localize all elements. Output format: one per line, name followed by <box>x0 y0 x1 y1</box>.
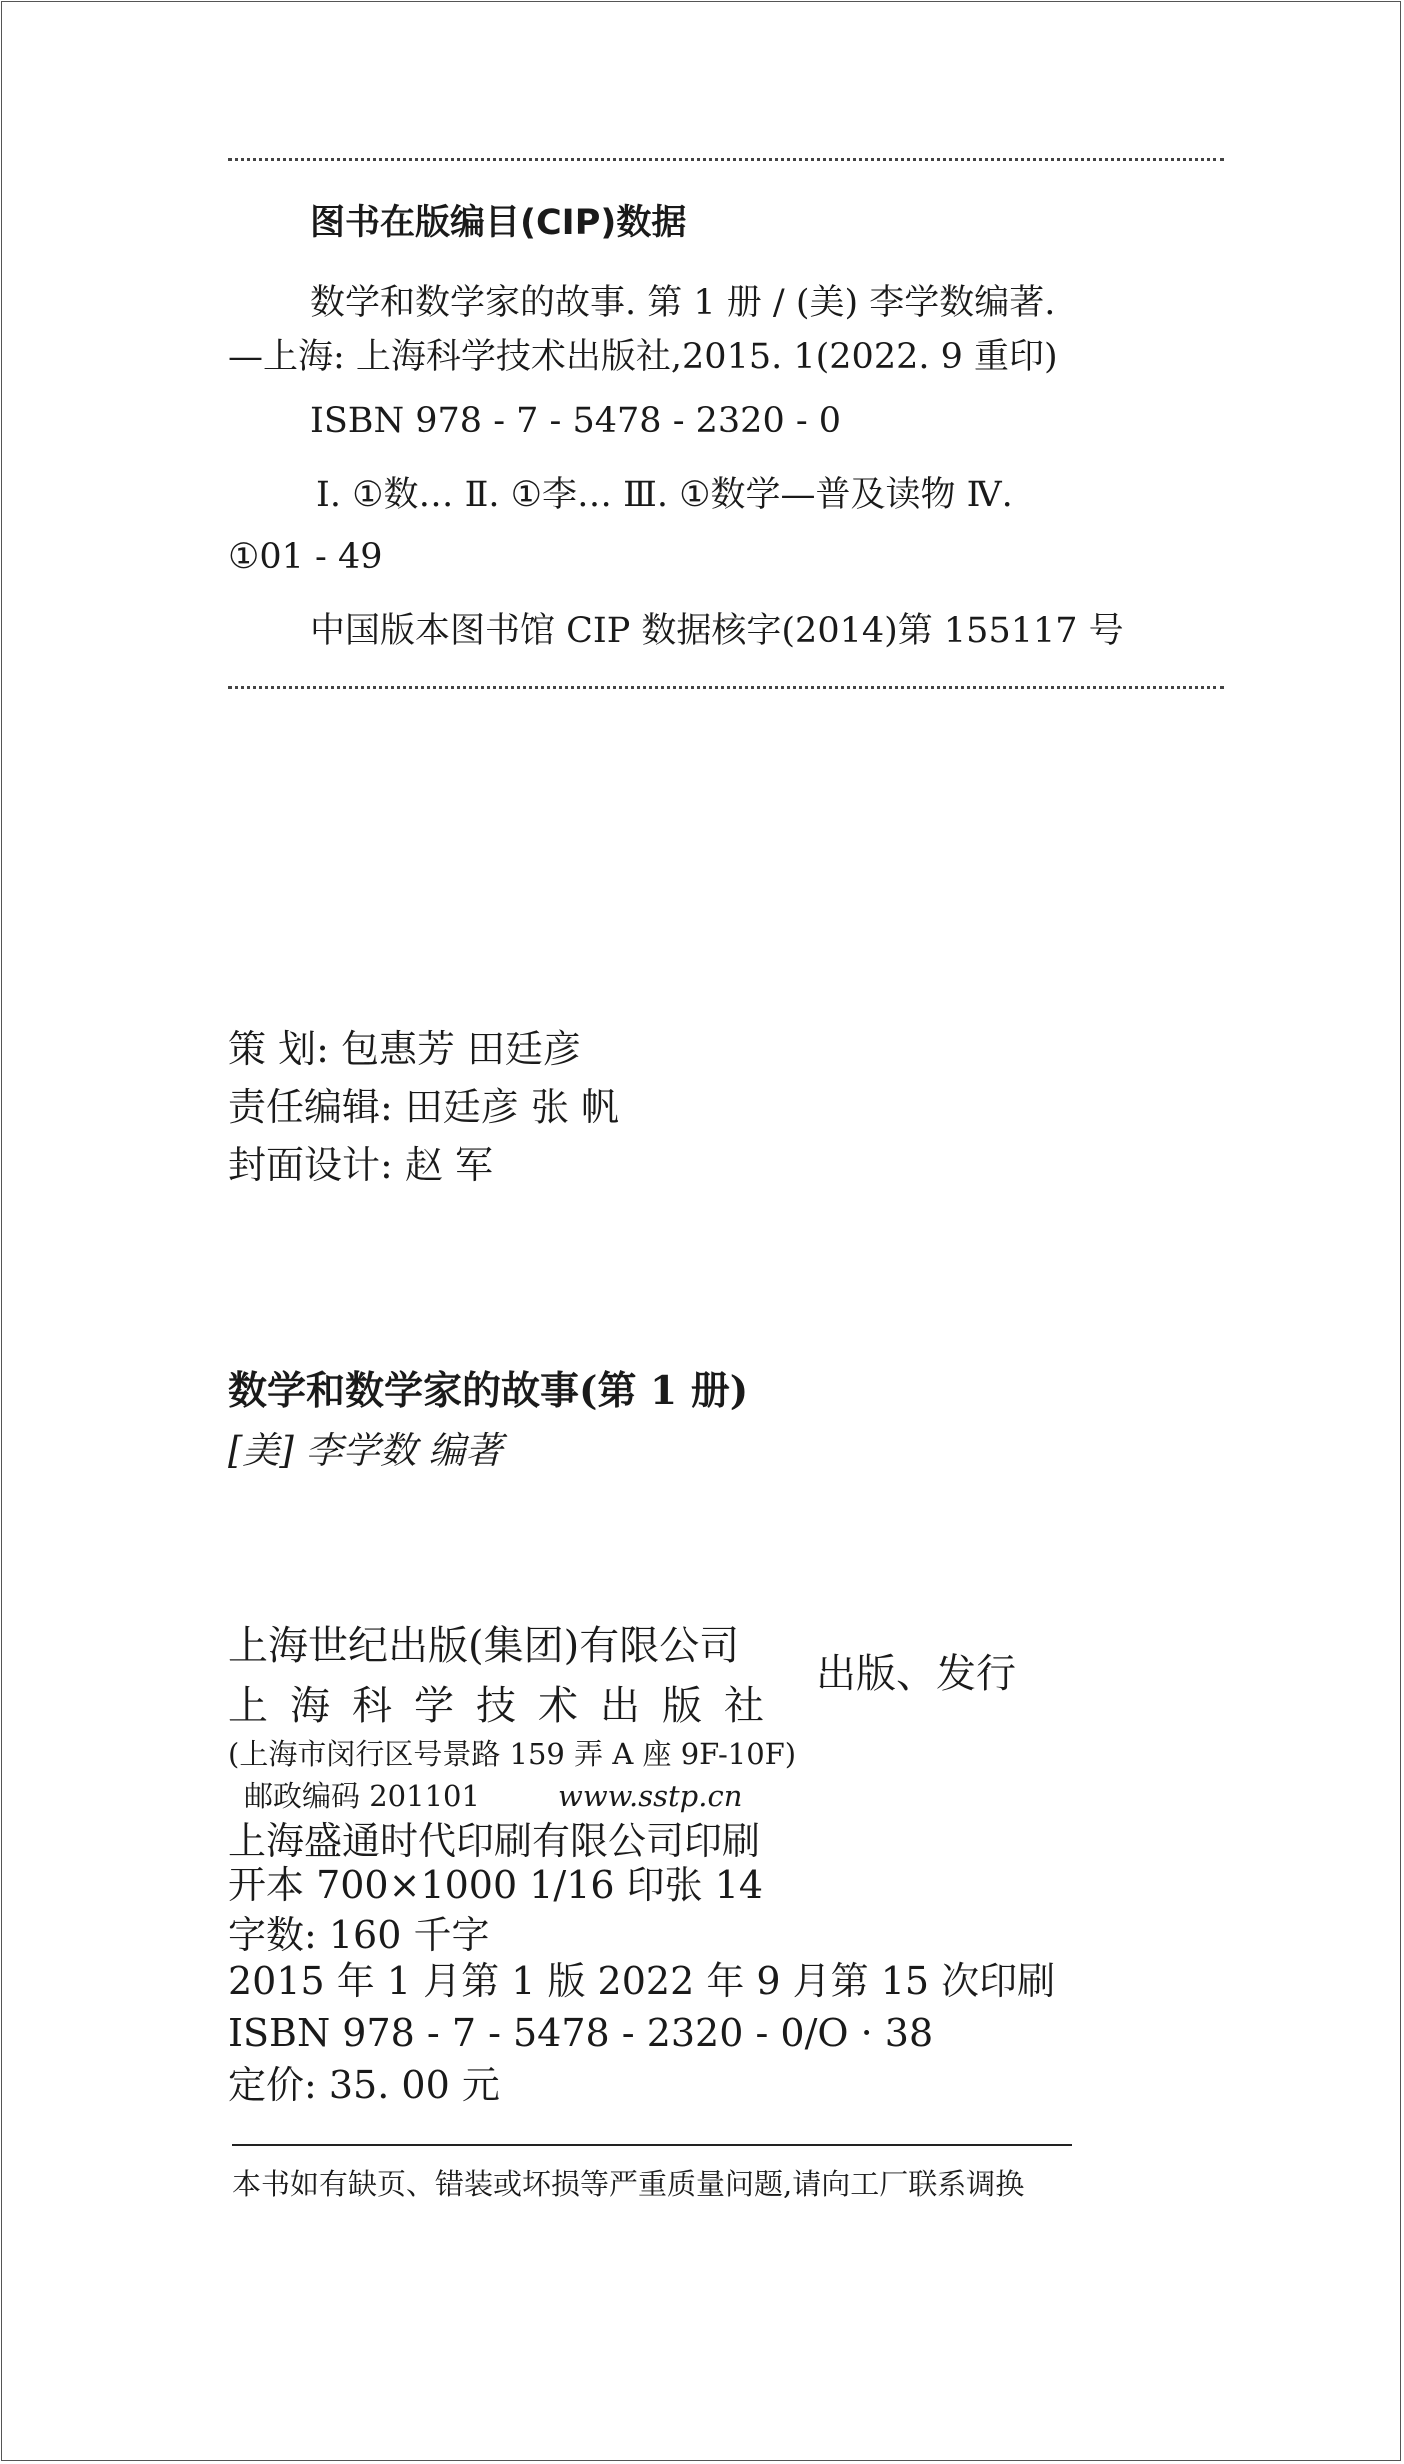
publisher-isbn: ISBN 978 - 7 - 5478 - 2320 - 0/O · 38 <box>228 2011 934 2055</box>
book-format: 开本 700×1000 1/16 印张 14 <box>228 1863 764 1907</box>
cip-isbn: ISBN 978 - 7 - 5478 - 2320 - 0 <box>310 401 842 441</box>
cip-record-number: 中国版本图书馆 CIP 数据核字(2014)第 155117 号 <box>310 611 1124 651</box>
publisher-role: 出版、发行 <box>816 1651 1016 1697</box>
credit-editor: 责任编辑: 田廷彦 张 帆 <box>228 1085 620 1129</box>
cip-publisher-line: —上海: 上海科学技术出版社,2015. 1(2022. 9 重印) <box>228 337 1058 377</box>
word-count: 字数: 160 千字 <box>228 1913 490 1957</box>
price: 定价: 35. 00 元 <box>228 2063 500 2107</box>
cip-classification-cont: ①01 - 49 <box>228 537 383 577</box>
edition-info: 2015 年 1 月第 1 版 2022 年 9 月第 15 次印刷 <box>228 1959 1056 2003</box>
publisher-name: 上海科学技术出版社 <box>228 1683 786 1729</box>
quality-notice: 本书如有缺页、错装或坏损等严重质量问题,请向工厂联系调换 <box>232 2167 1025 2201</box>
printer: 上海盛通时代印刷有限公司印刷 <box>228 1819 761 1863</box>
book-author: [美] 李学数 编著 <box>228 1429 503 1472</box>
publisher-group: 上海世纪出版(集团)有限公司 <box>228 1623 740 1669</box>
book-title: 数学和数学家的故事(第 1 册) <box>228 1368 749 1414</box>
cip-bottom-divider <box>228 686 1224 689</box>
publisher-address: (上海市闵行区号景路 159 弄 A 座 9F-10F) <box>228 1737 797 1771</box>
cip-heading: 图书在版编目(CIP)数据 <box>310 203 687 243</box>
notice-divider <box>232 2144 1072 2146</box>
credit-cover-design: 封面设计: 赵 军 <box>228 1143 493 1187</box>
cip-top-divider <box>228 158 1224 161</box>
credit-planning: 策 划: 包惠芳 田廷彦 <box>228 1027 582 1071</box>
publisher-postcode: 邮政编码 201101 <box>244 1779 480 1813</box>
publisher-website: www.sstp.cn <box>558 1779 743 1813</box>
cip-title-line: 数学和数学家的故事. 第 1 册 / (美) 李学数编著. <box>310 283 1056 323</box>
cip-classification: Ⅰ. ①数… Ⅱ. ①李… Ⅲ. ①数学—普及读物 Ⅳ. <box>316 475 1013 515</box>
